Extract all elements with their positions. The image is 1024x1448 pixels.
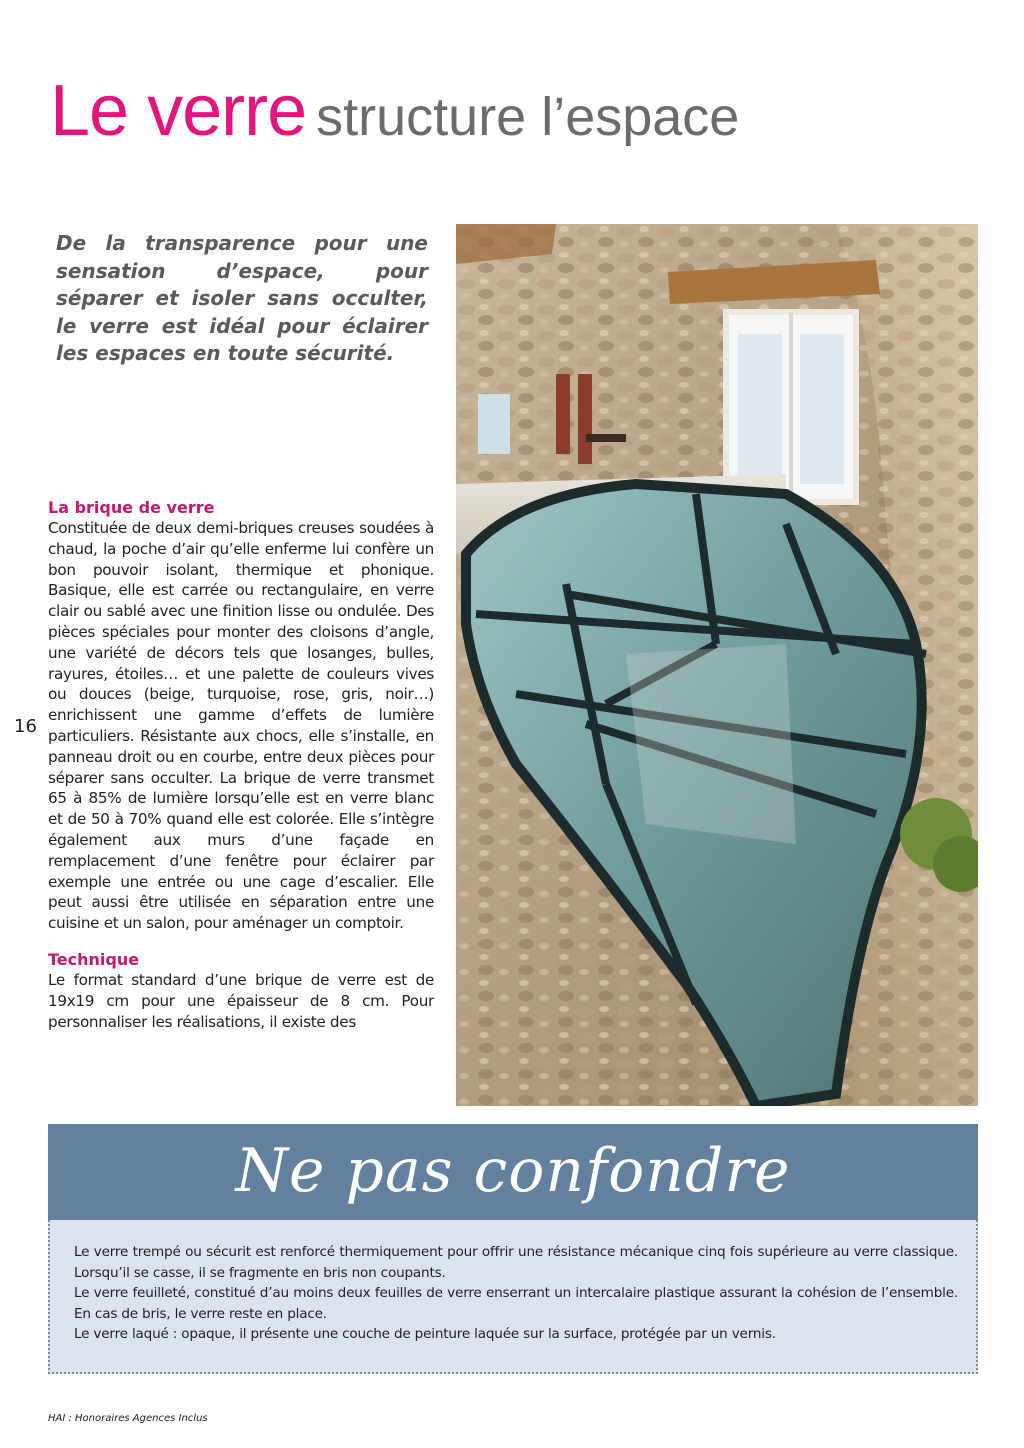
title-accent: Le verre xyxy=(50,71,307,151)
box-paragraph: Le verre laqué : opaque, il présente une couche de peinture laquée sur la surface, protégée par un vernis. xyxy=(74,1326,776,1342)
photo-illustration xyxy=(456,224,978,1106)
page-number: 16 xyxy=(14,716,37,737)
title-rest: structure l’espace xyxy=(316,87,740,147)
box-title: Ne pas confondre xyxy=(235,1136,791,1206)
page-title xyxy=(50,70,739,152)
footer-note: HAI : Honoraires Agences Inclus xyxy=(48,1413,208,1424)
section-heading-technique: Technique xyxy=(48,949,140,969)
section-body-technique: Le format standard d’une brique de verre est de 19x19 cm pour une épaisseur de 8 cm. Pour personnaliser les réalisations, il existe des xyxy=(48,970,434,1031)
glass-floor-photo xyxy=(456,224,978,1106)
article-column xyxy=(48,498,434,1032)
section-body-brique: Constituée de deux demi-briques creuses soudées à chaud, la poche d’air qu’elle enferme lui confère un bon pouvoir isolant, thermique et phonique. Basique, elle est carrée ou rectangulaire, en verre clair ou sablé avec une finition lisse ou ondulée. Des pièces spéciales pour monter des cloisons d’angle, une variété de décors tels que losanges, bulles, rayures, étoiles… et une palette de couleurs vives ou douces (beige, turquoise, rose, gris, noir…) enrichissent une gamme d’effets de lumière particuliers. Résistante aux chocs, elle s’installe, en panneau droit ou en courbe, entre deux pièces pour séparer sans occulter. La brique de verre transmet 65 à 85% de lumière lorsqu’elle est en verre blanc et de 50 à 70% quand elle est colorée. Elle s’intègre également aux murs d’une façade en remplacement d’une fenêtre pour éclairer par exemple une entrée ou une cage d’escalier. Elle peut aussi être utilisée en séparation entre une cuisine et un salon, pour aménager un comptoir. xyxy=(48,519,434,933)
box-paragraph: Le verre trempé ou sécurit est renforcé thermiquement pour offrir une résistance mécanique cinq fois supérieure au verre classique. Lorsqu’il se casse, il se fragmente en bris non coupants. xyxy=(74,1244,958,1281)
box-header xyxy=(48,1124,978,1220)
box-content xyxy=(48,1220,978,1374)
section-heading-brique: La brique de verre xyxy=(48,498,215,517)
box-paragraph: Le verre feuilleté, constitué d’au moins deux feuilles de verre enserrant un intercalaire plastique assurant la cohésion de l’ensemble. En cas de bris, le verre reste en place. xyxy=(74,1285,958,1322)
intro-paragraph: De la transparence pour une sensation d’espace, pour séparer et isoler sans occulter, le verre est idéal pour éclairer les espaces en toute sécurité. xyxy=(56,231,428,365)
